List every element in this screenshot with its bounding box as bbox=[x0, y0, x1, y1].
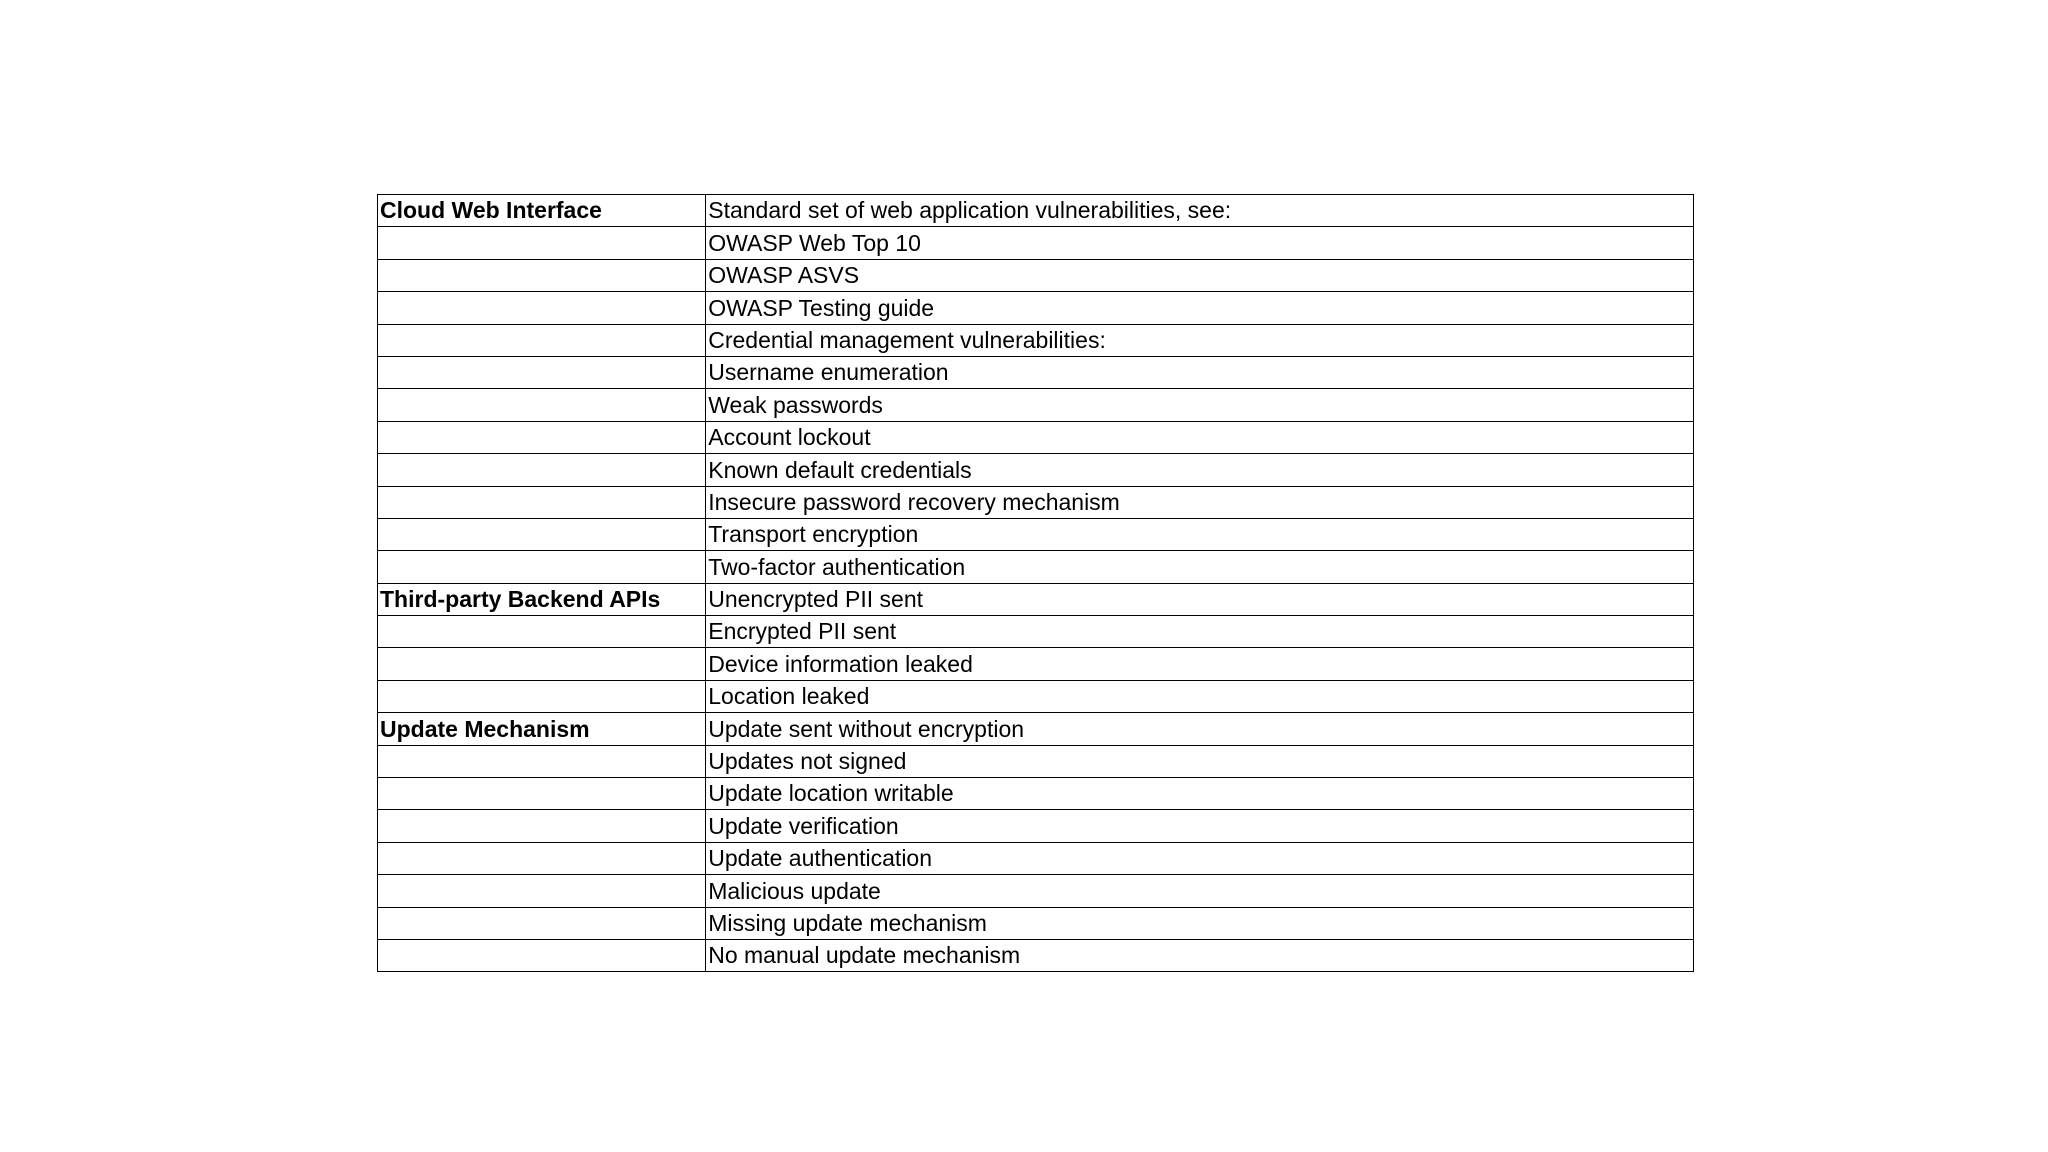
category-cell bbox=[378, 616, 706, 648]
category-cell bbox=[378, 810, 706, 842]
table-row bbox=[378, 875, 1694, 907]
category-cell bbox=[378, 421, 706, 453]
table-row bbox=[378, 454, 1694, 486]
table-row bbox=[378, 713, 1694, 745]
vulnerability-cell: Two-factor authentication bbox=[706, 551, 1694, 583]
table-row bbox=[378, 583, 1694, 615]
category-cell bbox=[378, 324, 706, 356]
vulnerability-cell: Update verification bbox=[706, 810, 1694, 842]
table-row bbox=[378, 939, 1694, 971]
table-row bbox=[378, 616, 1694, 648]
vulnerability-cell: OWASP Web Top 10 bbox=[706, 227, 1694, 259]
vulnerability-cell: Weak passwords bbox=[706, 389, 1694, 421]
vulnerability-cell: OWASP ASVS bbox=[706, 259, 1694, 291]
vulnerability-cell: Update authentication bbox=[706, 842, 1694, 874]
table-row bbox=[378, 810, 1694, 842]
category-cell bbox=[378, 454, 706, 486]
category-cell bbox=[378, 292, 706, 324]
vulnerability-cell: Updates not signed bbox=[706, 745, 1694, 777]
table-row bbox=[378, 680, 1694, 712]
vulnerability-cell: Account lockout bbox=[706, 421, 1694, 453]
vulnerability-cell: Username enumeration bbox=[706, 356, 1694, 388]
category-cell bbox=[378, 745, 706, 777]
category-cell bbox=[378, 648, 706, 680]
vulnerability-cell: Transport encryption bbox=[706, 518, 1694, 550]
table-row bbox=[378, 778, 1694, 810]
vulnerability-cell: Standard set of web application vulnerabilities, see: bbox=[706, 195, 1694, 227]
table-row bbox=[378, 389, 1694, 421]
table-row bbox=[378, 486, 1694, 518]
category-cell bbox=[378, 259, 706, 291]
vulnerability-cell: Unencrypted PII sent bbox=[706, 583, 1694, 615]
category-cell bbox=[378, 778, 706, 810]
table-row bbox=[378, 259, 1694, 291]
table-row bbox=[378, 745, 1694, 777]
vulnerability-table bbox=[377, 194, 1694, 972]
vulnerability-cell: Update sent without encryption bbox=[706, 713, 1694, 745]
category-cell bbox=[378, 518, 706, 550]
table-row bbox=[378, 907, 1694, 939]
vulnerability-cell: Location leaked bbox=[706, 680, 1694, 712]
category-cell: Third-party Backend APIs bbox=[378, 583, 706, 615]
category-cell bbox=[378, 551, 706, 583]
category-cell: Update Mechanism bbox=[378, 713, 706, 745]
category-cell bbox=[378, 842, 706, 874]
category-cell bbox=[378, 356, 706, 388]
category-cell bbox=[378, 907, 706, 939]
vulnerability-cell: Missing update mechanism bbox=[706, 907, 1694, 939]
vulnerability-cell: No manual update mechanism bbox=[706, 939, 1694, 971]
table-row bbox=[378, 356, 1694, 388]
table-row bbox=[378, 292, 1694, 324]
category-cell bbox=[378, 389, 706, 421]
category-cell: Cloud Web Interface bbox=[378, 195, 706, 227]
vulnerability-cell: Encrypted PII sent bbox=[706, 616, 1694, 648]
table-body bbox=[378, 195, 1694, 972]
table-row bbox=[378, 551, 1694, 583]
category-cell bbox=[378, 486, 706, 518]
table-row bbox=[378, 648, 1694, 680]
category-cell bbox=[378, 875, 706, 907]
vulnerability-cell: Insecure password recovery mechanism bbox=[706, 486, 1694, 518]
category-cell bbox=[378, 939, 706, 971]
vulnerability-cell: Known default credentials bbox=[706, 454, 1694, 486]
table-row bbox=[378, 324, 1694, 356]
table-row bbox=[378, 421, 1694, 453]
table-row bbox=[378, 195, 1694, 227]
vulnerability-cell: Device information leaked bbox=[706, 648, 1694, 680]
vulnerability-cell: Credential management vulnerabilities: bbox=[706, 324, 1694, 356]
vulnerability-cell: OWASP Testing guide bbox=[706, 292, 1694, 324]
vulnerability-cell: Malicious update bbox=[706, 875, 1694, 907]
category-cell bbox=[378, 227, 706, 259]
category-cell bbox=[378, 680, 706, 712]
vulnerability-cell: Update location writable bbox=[706, 778, 1694, 810]
table-row bbox=[378, 227, 1694, 259]
table-row bbox=[378, 842, 1694, 874]
table-row bbox=[378, 518, 1694, 550]
